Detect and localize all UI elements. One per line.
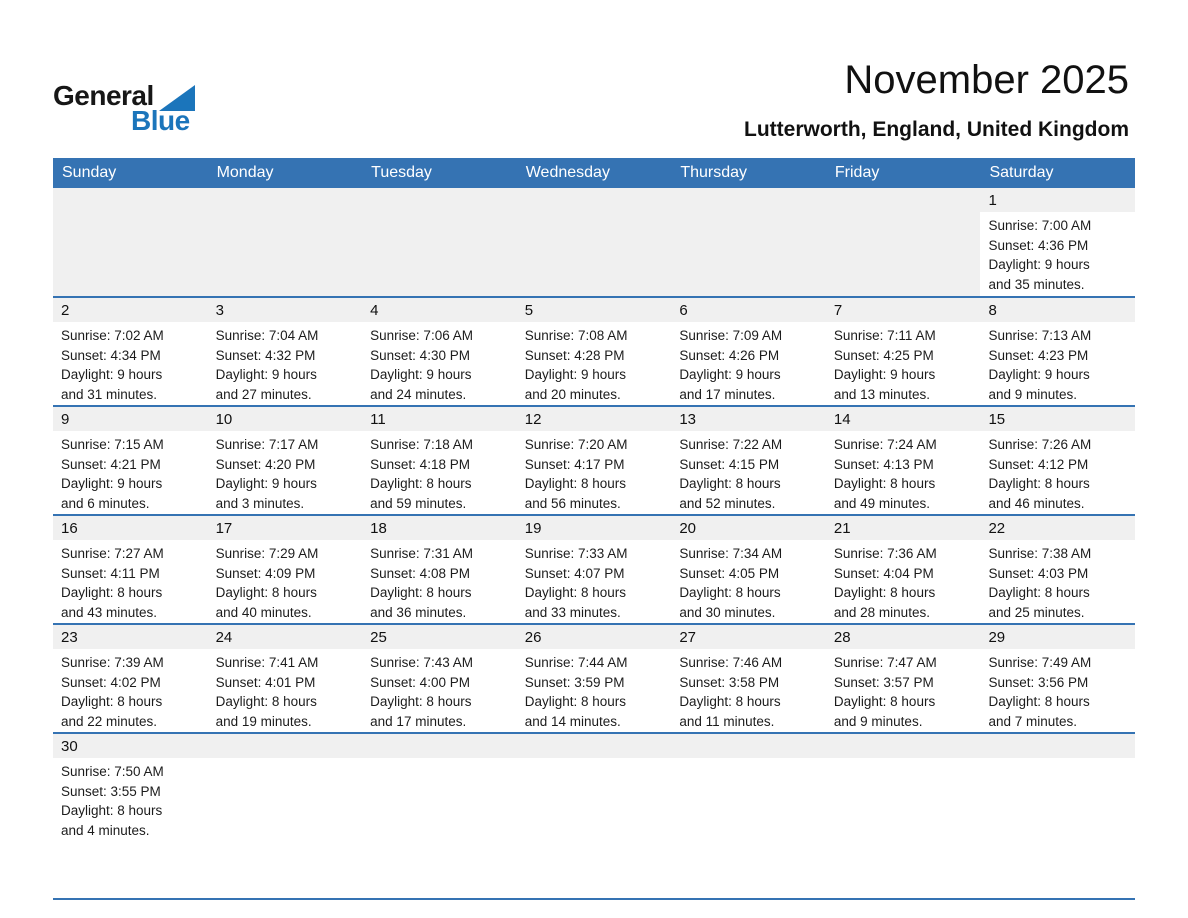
day-cell-body xyxy=(980,322,1135,404)
day-header: Monday xyxy=(216,164,274,181)
day-cell-body xyxy=(208,431,363,513)
sun-info-line: and 52 minutes. xyxy=(679,495,776,511)
day-cell xyxy=(208,298,363,405)
sun-info-line: Sunrise: 7:04 AM xyxy=(215,328,319,343)
day-header: Thursday xyxy=(680,164,748,181)
sun-info-line: Sunrise: 7:09 AM xyxy=(679,328,783,343)
sun-info-line: Daylight: 9 hours xyxy=(61,367,163,382)
sun-info-line: Sunset: 4:23 PM xyxy=(988,347,1089,363)
day-cell-body xyxy=(826,322,981,404)
day-number: 17 xyxy=(208,516,363,540)
day-cell-body xyxy=(53,649,208,731)
day-number: 18 xyxy=(362,516,517,540)
empty-day-cell xyxy=(671,188,826,296)
day-number: 27 xyxy=(671,625,826,649)
sun-info-line: Sunrise: 7:26 AM xyxy=(988,437,1092,452)
day-number: 28 xyxy=(826,625,981,649)
sun-info-line: Sunset: 3:56 PM xyxy=(988,674,1089,690)
day-cell-body xyxy=(980,758,1135,762)
sun-info-line: Daylight: 9 hours xyxy=(524,367,627,382)
sun-info-line: Sunset: 4:21 PM xyxy=(61,456,161,472)
empty-day-cell xyxy=(517,188,672,296)
sun-info-line: Daylight: 8 hours xyxy=(833,476,936,491)
day-cell xyxy=(671,407,826,514)
day-number: 25 xyxy=(362,625,517,649)
sun-info-line: Sunrise: 7:50 AM xyxy=(61,764,164,779)
day-cell-body xyxy=(671,212,826,216)
day-cell xyxy=(53,734,208,898)
sun-info-line: Daylight: 8 hours xyxy=(61,694,163,709)
day-cell-body xyxy=(362,649,517,731)
day-number: 5 xyxy=(517,298,672,322)
day-cell-body xyxy=(208,212,363,216)
sun-info-line: Sunset: 4:11 PM xyxy=(61,565,160,581)
empty-day-cell xyxy=(208,188,363,296)
sun-info-line: Daylight: 9 hours xyxy=(988,367,1090,382)
sun-info-line: Sunset: 3:55 PM xyxy=(61,783,161,799)
sun-info-line: Sunrise: 7:44 AM xyxy=(524,655,628,670)
day-cell xyxy=(517,625,672,732)
day-number xyxy=(208,188,363,212)
sun-info-line: and 7 minutes. xyxy=(988,713,1078,729)
sun-info-line: and 19 minutes. xyxy=(215,713,312,729)
week-row xyxy=(53,732,1135,898)
general-blue-logo xyxy=(53,80,253,140)
sun-info-line: Sunrise: 7:41 AM xyxy=(215,655,319,670)
day-cell xyxy=(517,516,672,623)
day-number: 16 xyxy=(53,516,208,540)
day-header-row xyxy=(53,158,1135,188)
day-cell xyxy=(671,298,826,405)
sun-info-line: and 40 minutes. xyxy=(215,604,312,620)
day-cell-body xyxy=(826,212,981,216)
sun-info-line: Sunset: 4:07 PM xyxy=(524,565,625,581)
sun-info-line: Sunset: 3:58 PM xyxy=(679,674,780,690)
sun-info-line: and 25 minutes. xyxy=(988,604,1085,620)
day-number: 4 xyxy=(362,298,517,322)
sun-info-line: Sunrise: 7:06 AM xyxy=(370,328,473,343)
day-cell xyxy=(208,625,363,732)
day-cell-body xyxy=(826,431,981,513)
sun-info-line: Daylight: 8 hours xyxy=(524,694,627,709)
sun-info-line: Sunset: 4:36 PM xyxy=(988,237,1089,253)
day-cell-body xyxy=(671,322,826,404)
week-row xyxy=(53,405,1135,514)
day-number: 2 xyxy=(53,298,208,322)
sun-info-line: Daylight: 8 hours xyxy=(988,585,1090,600)
sun-info-line: Sunrise: 7:27 AM xyxy=(61,546,164,561)
day-number: 11 xyxy=(362,407,517,431)
sun-info-line: Sunrise: 7:33 AM xyxy=(524,546,628,561)
calendar-body xyxy=(53,188,1135,898)
day-number xyxy=(53,188,208,212)
sun-info-line: Sunrise: 7:46 AM xyxy=(679,655,783,670)
day-number xyxy=(826,734,981,758)
day-cell-body xyxy=(208,758,363,762)
day-number: 8 xyxy=(980,298,1135,322)
sun-info-line: Daylight: 9 hours xyxy=(215,476,317,491)
day-cell-body xyxy=(517,758,672,762)
sun-info-line: and 36 minutes. xyxy=(370,604,467,620)
day-cell xyxy=(980,516,1135,623)
sun-info-line: Sunset: 4:34 PM xyxy=(61,347,161,363)
day-cell-body xyxy=(980,431,1135,513)
sun-info-line: Sunrise: 7:22 AM xyxy=(679,437,783,452)
sun-info-line: Sunset: 4:01 PM xyxy=(215,674,316,690)
sun-info-line: Sunrise: 7:17 AM xyxy=(215,437,319,452)
sun-info-line: Daylight: 8 hours xyxy=(988,694,1090,709)
day-header: Wednesday xyxy=(525,164,610,181)
sun-info-line: Sunrise: 7:20 AM xyxy=(524,437,628,452)
sun-info-line: Sunset: 4:12 PM xyxy=(988,456,1089,472)
page-subtitle: Lutterworth, England, United Kingdom xyxy=(744,118,1129,141)
calendar xyxy=(53,158,1135,900)
day-cell xyxy=(980,188,1135,296)
sun-info-line: Daylight: 8 hours xyxy=(370,585,472,600)
sun-info-line: Daylight: 8 hours xyxy=(679,694,781,709)
sun-info-line: and 33 minutes. xyxy=(524,604,621,620)
sun-info-line: Daylight: 9 hours xyxy=(679,367,781,382)
day-cell-body xyxy=(53,431,208,513)
day-cell xyxy=(517,298,672,405)
sun-info-line: Sunset: 4:03 PM xyxy=(988,565,1089,581)
sun-info-line: Sunset: 4:17 PM xyxy=(524,456,625,472)
sun-info-line: Sunrise: 7:31 AM xyxy=(370,546,473,561)
week-row xyxy=(53,296,1135,405)
day-cell xyxy=(980,625,1135,732)
day-number: 26 xyxy=(517,625,672,649)
week-row xyxy=(53,623,1135,732)
day-cell xyxy=(53,625,208,732)
sun-info-line: Sunrise: 7:29 AM xyxy=(215,546,319,561)
day-cell-body xyxy=(517,649,672,731)
sun-info-line: Sunrise: 7:43 AM xyxy=(370,655,473,670)
sun-info-line: Daylight: 9 hours xyxy=(61,476,163,491)
day-cell-body xyxy=(671,758,826,762)
sun-info-line: Daylight: 8 hours xyxy=(833,694,936,709)
sun-info-line: Sunset: 3:59 PM xyxy=(524,674,625,690)
sun-info-line: and 43 minutes. xyxy=(61,604,158,620)
day-number xyxy=(362,734,517,758)
sun-info-line: Sunset: 4:30 PM xyxy=(370,347,470,363)
sun-info-line: Sunrise: 7:08 AM xyxy=(524,328,628,343)
sun-info-line: and 35 minutes. xyxy=(988,276,1085,292)
day-cell xyxy=(53,298,208,405)
day-number xyxy=(517,734,672,758)
day-cell-body xyxy=(53,540,208,622)
sun-info-line: and 56 minutes. xyxy=(524,495,621,511)
sun-info-line: and 9 minutes. xyxy=(988,386,1078,402)
day-number xyxy=(362,188,517,212)
sun-info-line: Sunrise: 7:34 AM xyxy=(679,546,783,561)
day-number: 20 xyxy=(671,516,826,540)
day-cell-body xyxy=(826,758,981,762)
day-cell xyxy=(208,516,363,623)
sun-info-line: and 46 minutes. xyxy=(988,495,1085,511)
day-cell xyxy=(53,516,208,623)
sun-info-line: and 11 minutes. xyxy=(679,713,775,729)
day-cell xyxy=(362,625,517,732)
sun-info-line: Sunset: 4:08 PM xyxy=(370,565,470,581)
sun-info-line: Sunrise: 7:36 AM xyxy=(833,546,937,561)
sun-info-line: Daylight: 8 hours xyxy=(524,585,627,600)
week-row xyxy=(53,514,1135,623)
sun-info-line: Daylight: 9 hours xyxy=(215,367,317,382)
day-number xyxy=(517,188,672,212)
day-number: 29 xyxy=(980,625,1135,649)
sun-info-line: Sunset: 4:02 PM xyxy=(61,674,161,690)
empty-day-cell xyxy=(53,188,208,296)
logo-text-general: General xyxy=(53,80,154,111)
day-cell-body xyxy=(517,431,672,513)
sun-info-line: Sunrise: 7:49 AM xyxy=(988,655,1092,670)
sun-info-line: Daylight: 8 hours xyxy=(215,585,317,600)
empty-day-cell xyxy=(671,734,826,898)
day-number: 22 xyxy=(980,516,1135,540)
day-cell-body xyxy=(362,322,517,404)
day-number: 21 xyxy=(826,516,981,540)
day-cell xyxy=(826,407,981,514)
sun-info-line: and 28 minutes. xyxy=(833,604,930,620)
sun-info-line: Daylight: 8 hours xyxy=(524,476,627,491)
sun-info-line: Sunset: 4:18 PM xyxy=(370,456,470,472)
day-cell xyxy=(671,625,826,732)
sun-info-line: and 14 minutes. xyxy=(524,713,621,729)
empty-day-cell xyxy=(826,734,981,898)
day-cell-body xyxy=(53,758,208,840)
empty-day-cell xyxy=(517,734,672,898)
sun-info-line: Sunset: 3:57 PM xyxy=(833,674,934,690)
day-header: Tuesday xyxy=(371,164,432,181)
sun-info-line: Daylight: 9 hours xyxy=(988,257,1090,272)
day-number: 19 xyxy=(517,516,672,540)
sun-info-line: Sunset: 4:04 PM xyxy=(833,565,934,581)
sun-info-line: Sunrise: 7:15 AM xyxy=(61,437,164,452)
day-number: 10 xyxy=(208,407,363,431)
day-cell-body xyxy=(980,212,1135,294)
day-number: 24 xyxy=(208,625,363,649)
empty-day-cell xyxy=(208,734,363,898)
sun-info-line: Sunrise: 7:00 AM xyxy=(988,218,1092,233)
day-number xyxy=(208,734,363,758)
day-cell xyxy=(362,407,517,514)
day-cell xyxy=(517,407,672,514)
day-cell xyxy=(362,516,517,623)
sun-info-line: Sunset: 4:13 PM xyxy=(833,456,934,472)
day-number: 23 xyxy=(53,625,208,649)
sun-info-line: Sunset: 4:05 PM xyxy=(679,565,780,581)
day-cell-body xyxy=(208,322,363,404)
sun-info-line: Daylight: 8 hours xyxy=(679,476,781,491)
sun-info-line: Sunset: 4:15 PM xyxy=(679,456,780,472)
day-number: 30 xyxy=(53,734,208,758)
sun-info-line: Sunrise: 7:02 AM xyxy=(61,328,164,343)
sun-info-line: and 13 minutes. xyxy=(833,386,930,402)
day-cell xyxy=(826,298,981,405)
day-number: 14 xyxy=(826,407,981,431)
sun-info-line: Daylight: 9 hours xyxy=(370,367,472,382)
day-cell-body xyxy=(517,212,672,216)
sun-info-line: Sunrise: 7:11 AM xyxy=(833,328,936,343)
day-number: 15 xyxy=(980,407,1135,431)
sun-info-line: Daylight: 8 hours xyxy=(61,585,163,600)
day-number xyxy=(671,734,826,758)
day-cell-body xyxy=(980,649,1135,731)
sun-info-line: Sunrise: 7:24 AM xyxy=(833,437,937,452)
sun-info-line: Sunrise: 7:38 AM xyxy=(988,546,1092,561)
day-cell-body xyxy=(980,540,1135,622)
sun-info-line: and 31 minutes. xyxy=(61,386,158,402)
sun-info-line: and 4 minutes. xyxy=(61,822,150,838)
day-header: Friday xyxy=(834,164,880,181)
day-cell-body xyxy=(362,758,517,762)
day-cell-body xyxy=(826,649,981,731)
day-number xyxy=(671,188,826,212)
day-number: 3 xyxy=(208,298,363,322)
day-number: 6 xyxy=(671,298,826,322)
sun-info-line: Sunset: 4:26 PM xyxy=(679,347,780,363)
day-cell xyxy=(671,516,826,623)
day-cell xyxy=(208,407,363,514)
day-cell-body xyxy=(362,431,517,513)
day-cell-body xyxy=(826,540,981,622)
sun-info-line: Daylight: 8 hours xyxy=(833,585,936,600)
sun-info-line: Sunrise: 7:18 AM xyxy=(370,437,473,452)
day-cell-body xyxy=(362,212,517,216)
day-cell xyxy=(980,407,1135,514)
day-number: 7 xyxy=(826,298,981,322)
sun-info-line: Daylight: 8 hours xyxy=(215,694,317,709)
sun-info-line: and 3 minutes. xyxy=(215,495,305,511)
sun-info-line: Sunset: 4:20 PM xyxy=(215,456,316,472)
day-cell-body xyxy=(53,212,208,216)
day-cell-body xyxy=(208,649,363,731)
empty-day-cell xyxy=(362,734,517,898)
sun-info-line: Daylight: 9 hours xyxy=(833,367,936,382)
empty-day-cell xyxy=(362,188,517,296)
sun-info-line: and 6 minutes. xyxy=(61,495,150,511)
day-number: 12 xyxy=(517,407,672,431)
sun-info-line: Daylight: 8 hours xyxy=(61,803,163,818)
week-row xyxy=(53,188,1135,296)
sun-info-line: Sunrise: 7:47 AM xyxy=(833,655,937,670)
sun-info-line: and 49 minutes. xyxy=(833,495,930,511)
sun-info-line: and 17 minutes. xyxy=(679,386,776,402)
day-number: 13 xyxy=(671,407,826,431)
sun-info-line: and 27 minutes. xyxy=(215,386,312,402)
day-number xyxy=(980,734,1135,758)
day-cell-body xyxy=(208,540,363,622)
empty-day-cell xyxy=(826,188,981,296)
sun-info-line: Sunset: 4:09 PM xyxy=(215,565,316,581)
sun-info-line: Sunrise: 7:39 AM xyxy=(61,655,164,670)
day-cell-body xyxy=(671,649,826,731)
day-cell xyxy=(826,516,981,623)
sun-info-line: and 20 minutes. xyxy=(524,386,621,402)
day-cell-body xyxy=(671,540,826,622)
sun-info-line: Sunset: 4:00 PM xyxy=(370,674,470,690)
sun-info-line: and 22 minutes. xyxy=(61,713,158,729)
day-cell-body xyxy=(362,540,517,622)
sun-info-line: Daylight: 8 hours xyxy=(988,476,1090,491)
day-cell xyxy=(980,298,1135,405)
logo-text-blue: Blue xyxy=(131,105,190,136)
day-cell-body xyxy=(517,540,672,622)
day-header: Sunday xyxy=(62,164,117,181)
day-cell xyxy=(826,625,981,732)
day-cell-body xyxy=(517,322,672,404)
sun-info-line: Sunset: 4:28 PM xyxy=(524,347,625,363)
sun-info-line: and 24 minutes. xyxy=(370,386,467,402)
sun-info-line: and 30 minutes. xyxy=(679,604,776,620)
day-number: 1 xyxy=(980,188,1135,212)
sun-info-line: and 17 minutes. xyxy=(370,713,467,729)
sun-info-line: Daylight: 8 hours xyxy=(370,476,472,491)
day-cell-body xyxy=(671,431,826,513)
day-cell xyxy=(362,298,517,405)
day-number xyxy=(826,188,981,212)
day-cell xyxy=(53,407,208,514)
sun-info-line: Daylight: 8 hours xyxy=(370,694,472,709)
page-title: November 2025 xyxy=(844,58,1129,102)
day-cell-body xyxy=(53,322,208,404)
day-number: 9 xyxy=(53,407,208,431)
day-header: Saturday xyxy=(989,164,1054,181)
sun-info-line: Sunrise: 7:13 AM xyxy=(988,328,1092,343)
sun-info-line: and 59 minutes. xyxy=(370,495,467,511)
sun-info-line: Daylight: 8 hours xyxy=(679,585,781,600)
empty-day-cell xyxy=(980,734,1135,898)
sun-info-line: Sunset: 4:32 PM xyxy=(215,347,316,363)
sun-info-line: Sunset: 4:25 PM xyxy=(833,347,934,363)
sun-info-line: and 9 minutes. xyxy=(833,713,923,729)
